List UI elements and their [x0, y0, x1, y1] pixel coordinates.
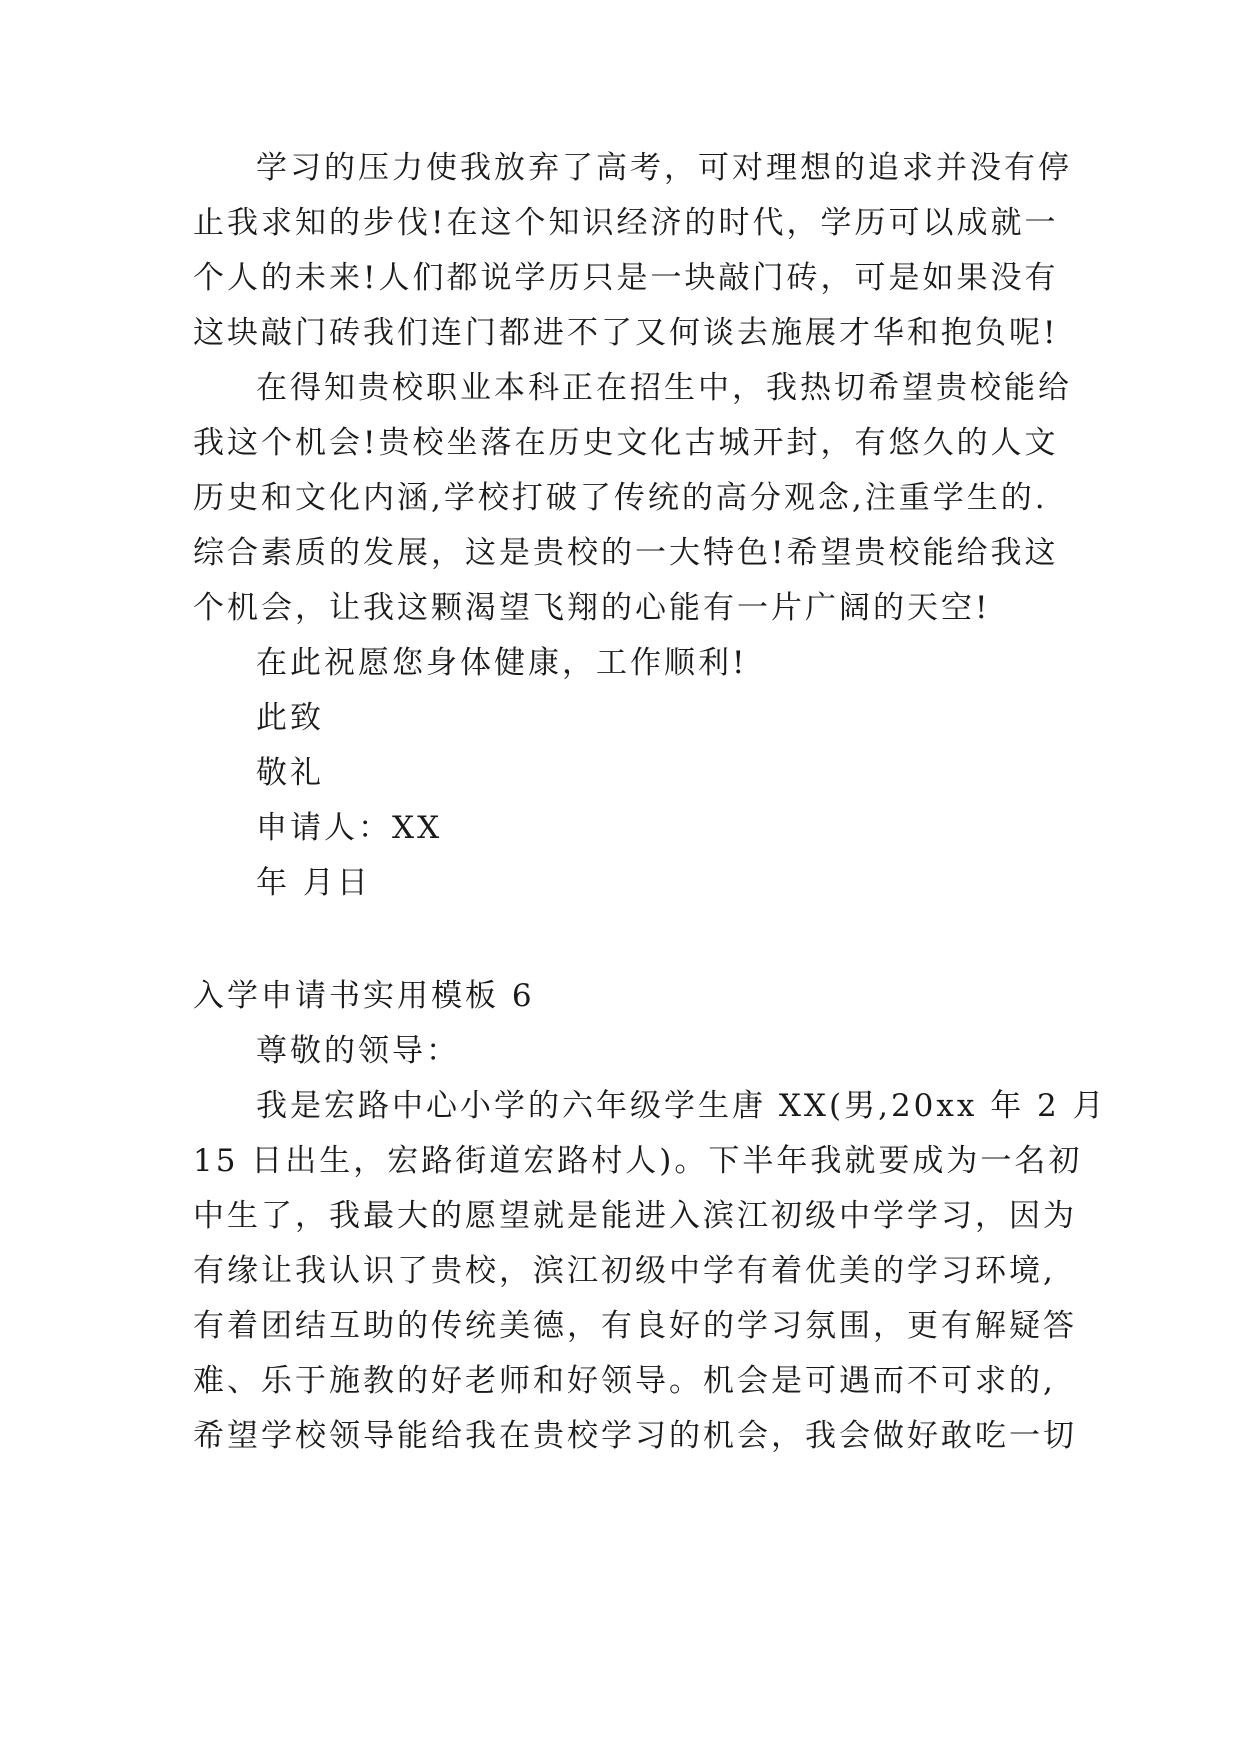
closing-wish: 在此祝愿您身体健康，工作顺利!: [256, 645, 748, 681]
paragraph-line: 15 日出生，宏路街道宏路村人)。下半年我就要成为一名初: [193, 1143, 1083, 1179]
paragraph-line: 个人的未来!人们都说学历只是一块敲门砖，可是如果没有: [193, 260, 1059, 296]
paragraph-line: 个机会，让我这颗渴望飞翔的心能有一片广阔的天空!: [193, 590, 991, 626]
closing-salute-2: 敬礼: [256, 755, 324, 791]
greeting: 尊敬的领导：: [256, 1033, 460, 1069]
paragraph-line: 历史和文化内涵,学校打破了传统的高分观念,注重学生的.: [193, 480, 1048, 516]
paragraph-line: 学习的压力使我放弃了高考，可对理想的追求并没有停: [256, 150, 1072, 186]
section-title: 入学申请书实用模板 6: [193, 978, 535, 1014]
paragraph-line: 综合素质的发展，这是贵校的一大特色!希望贵校能给我这: [193, 535, 1059, 571]
paragraph-line: 难、乐于施教的好老师和好领导。机会是可遇而不可求的,: [193, 1363, 1056, 1399]
paragraph-line: 希望学校领导能给我在贵校学习的机会，我会做好敢吃一切: [193, 1418, 1077, 1454]
closing-salute-1: 此致: [256, 700, 324, 736]
paragraph-line: 在得知贵校职业本科正在招生中，我热切希望贵校能给: [256, 370, 1072, 406]
paragraph-line: 有缘让我认识了贵校，滨江初级中学有着优美的学习环境,: [193, 1253, 1056, 1289]
paragraph-line: 中生了，我最大的愿望就是能进入滨江初级中学学习，因为: [193, 1198, 1077, 1234]
paragraph-line: 我是宏路中心小学的六年级学生唐 XX(男,20xx 年 2 月: [256, 1088, 1107, 1124]
paragraph-line: 有着团结互助的传统美德，有良好的学习氛围，更有解疑答: [193, 1308, 1077, 1344]
applicant-signature: 申请人：XX: [256, 810, 443, 846]
paragraph-line: 这块敲门砖我们连门都进不了又何谈去施展才华和抱负呢!: [193, 315, 1059, 351]
date-line: 年 月日: [256, 865, 371, 901]
paragraph-line: 我这个机会!贵校坐落在历史文化古城开封，有悠久的人文: [193, 425, 1059, 461]
paragraph-line: 止我求知的步伐!在这个知识经济的时代，学历可以成就一: [193, 205, 1059, 241]
